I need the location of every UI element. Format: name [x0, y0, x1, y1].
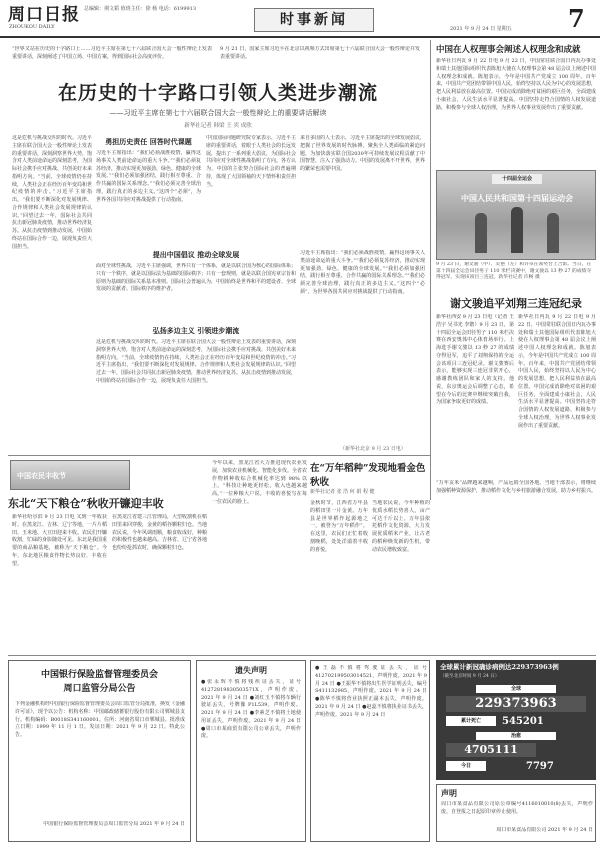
statement-sign: 周口市某食品有限公司 2021 年 9 月 24 日: [496, 827, 593, 833]
main-article-col6: 这是危机与挑战交织的时代。习近平主席在联合国大会一般性辩论上发表的重要讲话，深刻洞察世界大势，饱含对人类前途命运的深刻思考，为国际社会携手应对挑战、共创美好未来指明方向。“当前，全球疫情仍在持续，人类社会正在经历百年变局和世纪疫情的冲击。”习近平主席指出，“我们要不断深化对发展规律、合作规律和人类社会发展规律的认识。”回望过去一年，国际社会共同抗击新冠肺炎疫情，推动世界经济复苏。从抗击疫情到推动发展，中国始终站在国际合作一边，展现负责任大国担当。: [96, 339, 296, 384]
statement-body: 周口市某食品有限公司原公章编号4116010010(8)丢失，声明作废。自登报之日起原印章停止使用。: [441, 801, 593, 815]
main-headline: 在历史的十字路口引领人类进步潮流: [57, 82, 378, 104]
notice-subtitle: 周口监管分局公告: [63, 684, 136, 694]
lost-notice-col1: ●张永辉不慎将残疾证丢失，证号 41272819830503571X，声明作废。2021 年 9 月 24 日 ●刘红玉不慎将车辆行驶证丢失，号牌豫 P1L539，声明作废。2021 年 9 月 24 日 ●李素芝不慎将土地使用证丢失，声明作废。2021 年 9 月 24 日 ●周口市某商贸有限公司公章丢失，声明作废。: [201, 679, 301, 740]
harvest-banner: [10, 460, 130, 490]
editor-meta: 总编辑：荆文韬 值班主任：徐 杨 电话：6199913: [84, 6, 197, 12]
athletes-photo: [436, 170, 596, 260]
games-backdrop-text: 中国人民共和国第十四届运动会: [461, 193, 573, 203]
notice-title: 中国银行保险监督管理委员会: [40, 670, 158, 680]
intro-text-left: “世界又站在历史的十字路口上……习近平主席在第七十六届联合国大会一般性辩论上发表重要讲话，深刻阐述了中国立场、中国方案，得到国际社会高度评价。: [12, 46, 212, 60]
page-number: 7: [568, 4, 585, 33]
column-divider: [430, 40, 431, 500]
regulator-notice: [8, 660, 191, 842]
harvest-col1: 新华社哈尔滨 9 月 23 日电 又到一年收获时。在黑龙江、吉林、辽宁等地，一片片稻田、玉米地、大豆田迎来丰收。农民们开镰收割，忙碌的身影随处可见。东北是我国重要的商品粮基地，被称为“天下粮仓”。今年，东北地区粮食作物长势良好，丰收在望。: [12, 514, 107, 567]
main-article-col7: 习近平主席指出：“我们必须战胜疫情，赢得这场事关人类前途命运的重大斗争。”“我们必须复苏经济，推动实现更加强劲、绿色、健康的全球发展。”“我们必须加强团结，践行相互尊重、合作共赢的国际关系理念。”“我们必须完善全球治理，践行真正的多边主义。”这四个“必须”，为世界各国共同应对挑战提供了行动指南。: [300, 250, 425, 295]
harvest-headline: 东北“天下粮仓”秋收开镰迎丰收: [8, 497, 164, 510]
main-article-col1: 这是危机与挑战交织的时代。习近平主席在联合国大会一般性辩论上发表的重要讲话，深刻洞察世界大势，饱含对人类前途命运的深刻思考，为国际社会携手应对挑战、共创美好未来指明方向。“当前，全球疫情仍在持续，人类社会正在经历百年变局和世纪疫情的冲击。”习近平主席指出，“我们要不断深化对发展规律、合作规律和人类社会发展规律的认识。”回望过去一年，国际社会共同抗击新冠肺炎疫情，推动世界经济复苏。从抗击疫情到推动发展，中国始终站在国际合作一边，展现负责任大国担当。: [12, 135, 92, 250]
games-banner: 十四届全运会: [492, 174, 542, 184]
main-byline: 新华社记者 韩梁 王 宾 成欣: [184, 123, 252, 129]
sports-headline: 谢文骏追平刘翔三连冠纪录: [450, 297, 582, 310]
rice-feature-byline: 新华社记者 张 浩 何 娟 程 健: [310, 489, 375, 495]
human-rights-body: 新华社日内瓦 9 月 22 日电 9 月 22 日，中国常驻联合国日内瓦办事处和瑞士其他国际组织代表陈旭大使在人权理事会第 48 届会议上阐述中国人权理念和成就。陈旭表示，今年是中国共产党成立 100 周年。百年来，中国共产党团结带领中国人民，始终坚持以人民为中心的发展思想，把人民利益放在最高位置。中国完成消除绝对贫困的艰巨任务，全面建成小康社会，人民生活水平显著提高。中国坚持走符合国情的人权发展道路，积极参与全球人权治理，为世界人权事业发展作出了重要贡献。: [436, 58, 596, 111]
section-title: 时事新闻: [254, 8, 374, 32]
subhead-initiative: 提出中国倡议 推动全球发展: [152, 250, 240, 259]
photo-caption: 9 月 23 日，谢文骏（中）、吴艳（左）和许卓在领奖台上合影。当日，在第十四届全运会田径男子 110 米栏决赛中，谢文骏以 13 秒 27 的成绩夺得冠军，实现该项目三连冠。新华社记者 许畅 摄: [436, 262, 592, 281]
statement-box: [436, 784, 596, 842]
intro-text-right: 9 月 21 日，国家主席习近平在北京以视频方式出席第七十六届联合国大会一般性辩论并发表重要讲话。: [220, 46, 420, 60]
main-article-col4: 来自多国的人士表示，习近平主席提出的全球发展倡议，把握了世界发展的时代脉搏，聚焦全人类面临的紧迫问题，为加快落实联合国2030年可持续发展议程贡献了中国智慧，注入了强劲动力。中国的发展离不开世界，世界的繁荣也需要中国。: [300, 135, 425, 172]
harvest-col2: 在黑龙江省建三江管理局，大型收割机在稻田里来回穿梭，金黄的稻谷颗粒归仓。当地农民说，今年风调雨顺，粮食收成好，种粮的积极性也越来越高。吉林省、辽宁省各地也纷纷抢抓农时，确保颗粒归仓。: [112, 514, 207, 551]
sports-body-col2: 新华社日内瓦 9 月 22 日电 9 月 22 日，中国常驻联合国日内瓦办事处和瑞士其他国际组织代表陈旭大使在人权理事会第 48 届会议上阐述中国人权理念和成就。陈旭表示，今年是中国共产党成立 100 周年。百年来，中国共产党团结带领中国人民，始终坚持以人民为中心的发展思想，把人民利益放在最高位置。中国完成消除绝对贫困的艰巨任务，全面建成小康社会，人民生活水平显著提高。中国坚持走符合国情的人权发展道路，积极参与全球人权治理，为世界人权事业发展作出了重要贡献。: [518, 314, 596, 429]
cured-label: 治愈: [476, 732, 556, 740]
rice-col3: “万年贡米”品牌越来越响，产品远销全国各地。当地干部表示，将继续加强稻种资源保护，推动稻作文化与乡村旅游融合发展，助力乡村振兴。: [436, 480, 596, 494]
lost-notice-col2: ●王磊不慎将驾驶证丢失，证号 412702199503014521，声明作废。2021 年 9 月 24 日 ●王振华不慎将出生医学证明丢失，编号 S411132985，声明作废。2021 年 9 月 24 日 ●陈华不慎将营业执照正副本丢失，声明作废。2021 年 9 月 24 日 ●赵蕊不慎将执业证书丢失，声明作废。2021 年 9 月 24 日: [315, 665, 427, 718]
global-label: 全球: [476, 685, 556, 693]
rice-col2: 当地农民说，今年种植的优质水稻长势喜人，亩产可达千斤以上。万年县依托稻作文化资源，大力发展优质稻米产业，让古老的稻种焕发新的生机，带动农民增收致富。: [372, 500, 430, 553]
deaths-value: 545201: [502, 716, 544, 727]
notice-body: 下列金融机构经中国银行保险监督管理委员会周口监管分局批准，换发《金融许可证》，现予以公告：机构名称：中国邮政储蓄银行股份有限公司郸城县支行。机构编码：B0018S341160001。住所：河南省周口市郸城县。批准成立日期：1999 年 11 月 1 日。发证日期：2021 年 9 月 22 日。特此公告。: [15, 701, 185, 738]
main-subheadline: ——习近平主席在第七十六届联合国大会一般性辩论上的重要讲话解读: [109, 109, 327, 117]
harvest-banner-text: 中国农民丰收节: [17, 471, 66, 480]
athlete-figure-center: [511, 207, 523, 253]
covid-infographic: [436, 660, 596, 780]
covid-subheader: （截至北京时间 9 月 24 日）: [440, 674, 500, 679]
covid-header: 全球累计新冠确诊病例达229373963例: [440, 663, 559, 671]
ads-divider: [8, 655, 596, 656]
human-rights-headline: 中国在人权理事会阐述人权理念和成就: [436, 45, 581, 55]
harvest-col3: 今年以来，黑龙江省大力推进现代农业发展，加快农业机械化、智能化步伐。全省农作物耕种收综合机械化率达到 98% 以上。“科技让种地更轻松，收入也越来越高。”一位种粮大户说。丰收的喜悦写在每一位农民的脸上。: [212, 460, 307, 505]
lost-notice-box: [196, 660, 306, 842]
athlete-figure-right: [547, 213, 559, 253]
deaths-label: 累计死亡: [446, 716, 496, 726]
sports-body-col1: 新华社西安 9 月 23 日电（记者 王浩宇 吴书光 李锴）9 月 23 日，第十四届全运会田径男子 110 米栏决赛在西安奥体中心体育场举行。上海选手谢文骏以 13 秒 27 的成绩夺得冠军，追平了刘翔保持的全运会该项目三连冠纪录。谢文骏赛后表示，能够实现三连冠非常开心，感谢教练团队和家人的支持。他说，东京奥运会后调整了心态，希望在今后的比赛中继续突破自我，为国家争取更好的成绩。: [436, 314, 514, 406]
athlete-figure-left: [475, 213, 487, 253]
main-dateline: （新华社北京 9 月 23 日电）: [340, 446, 406, 452]
today-value: 7797: [526, 761, 554, 772]
main-article-col2: 习近平主席指出：“我们必须战胜疫情，赢得这场事关人类前途命运的重大斗争。”“我们必须复苏经济，推动实现更加强劲、绿色、健康的全球发展。”“我们必须加强团结，践行相互尊重、合作共赢的国际关系理念。”“我们必须完善全球治理，践行真正的多边主义。”这四个“必须”，为世界各国共同应对挑战提供了行动指南。: [96, 150, 201, 203]
main-article-col5: 面对全球性挑战，习近平主席强调，世界只有一个体系，就是以联合国为核心的国际体系；只有一个秩序，就是以国际法为基础的国际秩序；只有一套规则，就是以联合国宪章宗旨和原则为基础的国际关系基本准则。国际社会普遍认为，中国始终是世界和平的建设者、全球发展的贡献者、国际秩序的维护者。: [96, 263, 296, 293]
global-cases-value: 229373963: [446, 696, 586, 712]
newspaper-logo: 周口日报: [8, 5, 80, 25]
rice-feature-headline: 在“万年稻种”发现地看金色秋收: [310, 463, 426, 488]
subhead-history: 勇担历史责任 回答时代课题: [105, 137, 192, 146]
rice-col1: 金秋时节，江西省万年县的稻田里一片金黄。万年县是世界稻作起源地之一，被誉为“万年稻作”。在这里，农民们正忙着收割晚稻，处处洋溢着丰收的喜悦。: [310, 500, 368, 553]
today-label: 今日: [446, 761, 486, 771]
issue-date: 2021 年 9 月 24 日 星期五: [450, 26, 512, 32]
lost-notice-box2: [310, 660, 430, 842]
logo-subtitle: ZHOUKOU DAILY: [9, 24, 55, 30]
section-divider: [8, 455, 430, 456]
lost-notice-title: 遗失声明: [235, 665, 267, 675]
main-article-col3: 中国国际问题研究院专家表示，习近平主席的重要讲话，着眼于人类社会的长远发展，提出了一系列重大倡议，为国际社会共同应对全球性挑战指明了方向。各方认为，中国的主张契合国际社会的普遍期待，体现了大国领袖的天下情怀和责任担当。: [206, 135, 296, 188]
subhead-multilateralism: 弘扬多边主义 引领进步潮流: [152, 326, 240, 335]
cured-value: 4705111: [446, 743, 536, 757]
notice-footer: 中国银行保险监督管理委员会周口监管分局 2021 年 9 月 24 日: [43, 821, 185, 827]
statement-title: 声明: [441, 788, 457, 798]
